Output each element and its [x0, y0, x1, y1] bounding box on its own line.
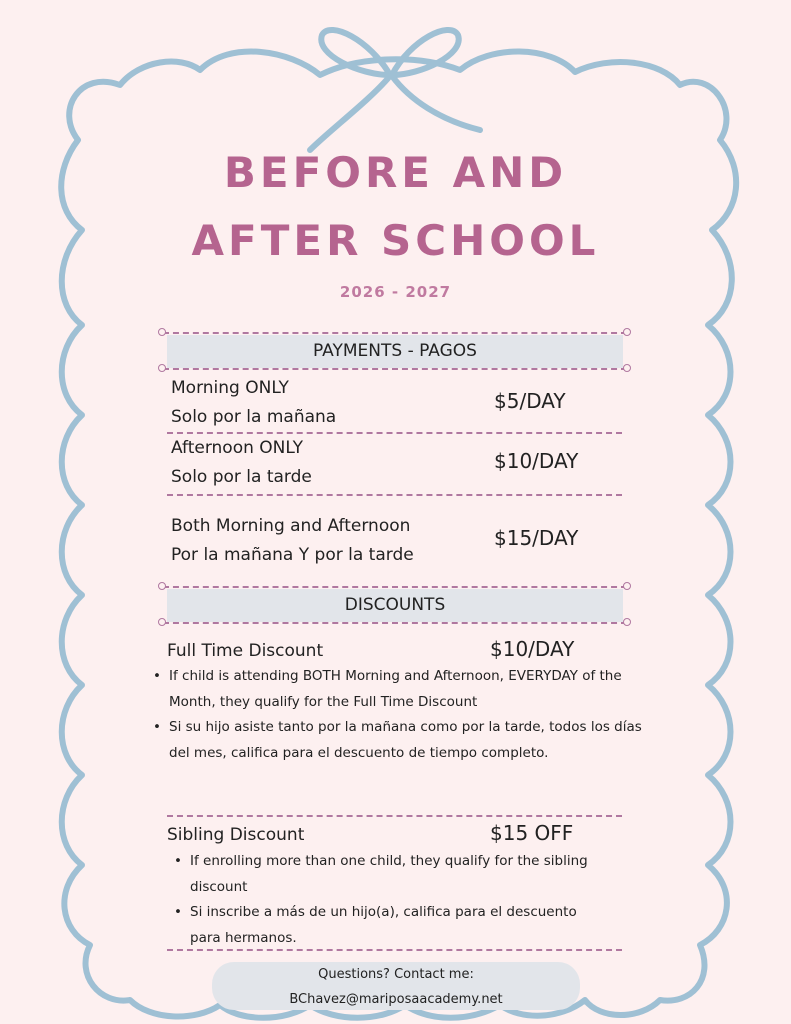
payment-row: [171, 512, 414, 570]
payment-label-en: Afternoon ONLY: [171, 438, 303, 458]
full-time-discount-price: $10/DAY: [490, 637, 575, 661]
payment-label-es: Solo por la mañana: [171, 407, 337, 427]
list-item: • Si inscribe a más de un hijo(a), califica para el descuento para hermanos.: [190, 900, 600, 951]
payment-price: $5/DAY: [494, 389, 566, 413]
title-line-2: AFTER SCHOOL: [191, 216, 600, 265]
divider-dot: [158, 328, 166, 336]
payment-row: [171, 434, 312, 492]
divider: [163, 622, 627, 624]
divider-dot: [623, 582, 631, 590]
title-line-1: BEFORE AND: [223, 148, 568, 197]
divider-dot: [158, 618, 166, 626]
divider: [167, 815, 622, 817]
payment-price: $10/DAY: [494, 449, 579, 473]
divider-dot: [158, 582, 166, 590]
list-item: • If enrolling more than one child, they qualify for the sibling discount: [190, 849, 600, 900]
divider-dot: [623, 328, 631, 336]
payment-label-es: Por la mañana Y por la tarde: [171, 545, 414, 565]
bow-right-tail: [392, 76, 480, 130]
list-item: • Si su hijo asiste tanto por la mañana como por la tarde, todos los días del mes, califica para el descuento de tiempo completo.: [169, 715, 649, 766]
discounts-heading: DISCOUNTS: [167, 589, 623, 622]
sibling-discount-bullets: [190, 849, 600, 951]
payment-label-es: Solo por la tarde: [171, 467, 312, 487]
divider-dot: [623, 618, 631, 626]
full-time-discount-title: Full Time Discount: [167, 641, 324, 661]
payment-row: [171, 374, 336, 432]
divider: [163, 586, 627, 588]
divider-dot: [623, 364, 631, 372]
contact-email[interactable]: BChavez@mariposaacademy.net: [289, 992, 503, 1007]
bow-left-tail: [310, 76, 390, 150]
list-item: • If child is attending BOTH Morning and Afternoon, EVERYDAY of the Month, they qualify for the Full Time Discount: [169, 664, 649, 715]
school-year: 2026 - 2027: [339, 283, 452, 301]
divider: [167, 494, 622, 496]
payment-label-en: Both Morning and Afternoon: [171, 516, 411, 536]
payment-price: $15/DAY: [494, 526, 579, 550]
sibling-discount-price: $15 OFF: [490, 821, 574, 845]
contact-prompt: Questions? Contact me:: [318, 967, 474, 982]
payment-label-en: Morning ONLY: [171, 378, 289, 398]
divider-dot: [158, 364, 166, 372]
divider: [167, 949, 622, 951]
sibling-discount-title: Sibling Discount: [167, 825, 305, 845]
payments-heading: PAYMENTS - PAGOS: [167, 335, 623, 368]
divider: [163, 368, 627, 370]
full-time-discount-bullets: [169, 664, 649, 766]
contact-box: [212, 962, 580, 1010]
divider: [163, 332, 627, 334]
